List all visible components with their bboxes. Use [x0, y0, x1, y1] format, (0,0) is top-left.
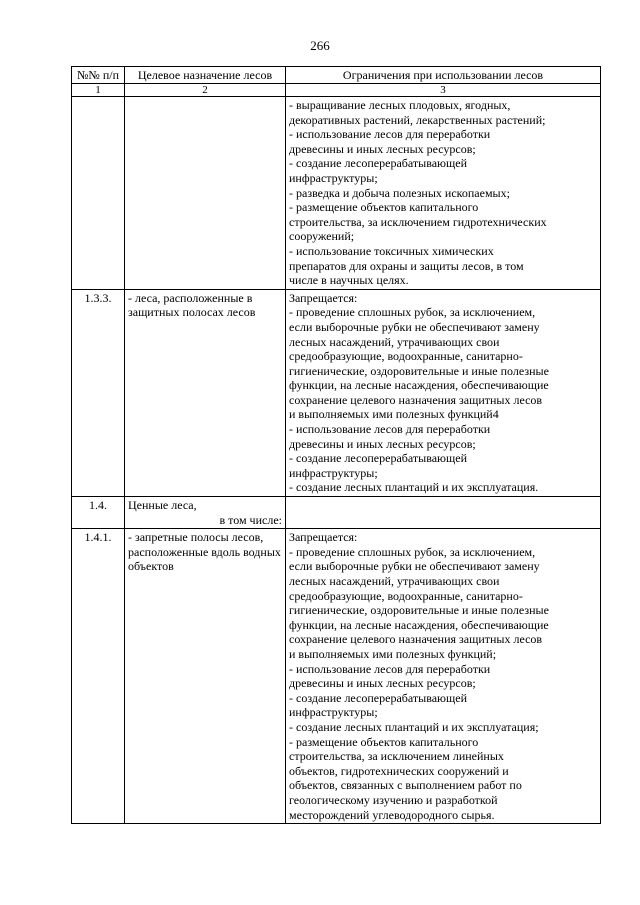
restriction-line: - создание лесоперерабатывающей — [289, 156, 468, 171]
restriction-line: декоративных растений, лекарственных растений; — [289, 112, 546, 127]
restriction-line: - размещение объектов капитального — [289, 200, 479, 215]
restriction-line: если выборочные рубки не обеспечивают замену — [289, 559, 540, 574]
row-purpose: - леса, расположенные в защитных полосах лесов — [125, 289, 286, 496]
restriction-line: Запрещается: — [289, 290, 358, 305]
restriction-line: и выполняемых ими полезных функций; — [289, 646, 497, 661]
row-restrictions — [286, 529, 601, 824]
row-restrictions — [286, 97, 601, 290]
table-row — [72, 497, 601, 529]
row-purpose: - запретные полосы лесов, расположенные вдоль водных объектов — [125, 529, 286, 824]
row-number: 1.4.1. — [72, 529, 125, 824]
restriction-line: месторождений углеводородного сырья. — [289, 807, 495, 822]
table-row — [72, 97, 601, 290]
column-number-1: 1 — [72, 84, 125, 97]
page-number: 266 — [310, 38, 330, 53]
row-number: 1.3.3. — [72, 289, 125, 496]
header-row — [72, 67, 601, 84]
restriction-line: древесины и иных лесных ресурсов; — [289, 436, 476, 451]
restriction-line: функции, на лесные насаждения, обеспечивающие — [289, 617, 549, 632]
restriction-line: древесины и иных лесных ресурсов; — [289, 141, 476, 156]
row-purpose — [125, 497, 286, 529]
restriction-line: сохранение целевого назначения защитных лесов — [289, 392, 543, 407]
column-number-3: 3 — [286, 84, 601, 97]
restriction-line: - выращивание лесных плодовых, ягодных, — [289, 98, 511, 112]
restriction-line: - создание лесных плантаций и их эксплуатация; — [289, 719, 539, 734]
restriction-line: - создание лесоперерабатывающей — [289, 451, 468, 466]
restriction-line: инфраструктуры; — [289, 170, 378, 185]
purpose-line: Ценные леса, — [128, 498, 197, 513]
purpose-line: в том числе: — [219, 512, 282, 527]
restriction-line: лесных насаждений, утрачивающих свои — [289, 574, 500, 588]
restriction-line: гигиенические, оздоровительные и иные полезные — [289, 603, 549, 618]
column-number-2: 2 — [125, 84, 286, 97]
restriction-line: гигиенические, оздоровительные и иные полезные — [289, 363, 549, 378]
restriction-line: числе в научных целях. — [289, 273, 409, 288]
restriction-line: древесины и иных лесных ресурсов; — [289, 676, 476, 691]
restriction-line: лесных насаждений, утрачивающих свои — [289, 334, 500, 349]
restriction-line: препаратов для охраны и защиты лесов, в том — [289, 258, 524, 273]
restriction-line: - размещение объектов капитального — [289, 734, 479, 749]
restriction-line: - использование лесов для переработки — [289, 127, 491, 142]
restriction-line: инфраструктуры; — [289, 705, 378, 720]
restriction-line: - создание лесоперерабатывающей — [289, 690, 468, 705]
restriction-line: и выполняемых ими полезных функций4 — [289, 407, 499, 422]
restriction-line: объектов, гидротехнических сооружений и — [289, 763, 509, 778]
column-numbers-row — [72, 84, 601, 97]
row-number: 1.4. — [72, 497, 125, 529]
restriction-line: инфраструктуры; — [289, 465, 378, 480]
restriction-line: - использование лесов для переработки — [289, 422, 491, 437]
table-row — [72, 289, 601, 496]
header-purpose: Целевое назначение лесов — [125, 67, 286, 84]
row-purpose — [125, 97, 286, 290]
row-restrictions — [286, 289, 601, 496]
header-restrictions: Ограничения при использовании лесов — [286, 67, 601, 84]
restriction-line: если выборочные рубки не обеспечивают замену — [289, 319, 540, 334]
restriction-line: геологическому изучению и разработкой — [289, 792, 498, 807]
restriction-line: функции, на лесные насаждения, обеспечивающие — [289, 378, 549, 393]
restriction-line: средообразующие, водоохранные, санитарно- — [289, 588, 523, 603]
restriction-line: - использование лесов для переработки — [289, 661, 491, 676]
restriction-line: объектов, связанных с выполнением работ по — [289, 778, 522, 793]
restriction-line: средообразующие, водоохранные, санитарно- — [289, 349, 523, 364]
restriction-line: сохранение целевого назначения защитных лесов — [289, 632, 543, 647]
restriction-line: строительства, за исключением гидротехнических — [289, 214, 547, 229]
restriction-line: сооружений; — [289, 229, 355, 244]
restriction-line: Запрещается: — [289, 530, 358, 545]
header-number: №№ п/п — [72, 67, 125, 84]
restriction-line: строительства, за исключением линейных — [289, 749, 504, 764]
row-restrictions — [286, 497, 601, 529]
restriction-line: - разведка и добыча полезных ископаемых; — [289, 185, 510, 200]
restriction-line: - проведение сплошных рубок, за исключением, — [289, 305, 536, 320]
table-row — [72, 529, 601, 824]
restriction-line: - проведение сплошных рубок, за исключением, — [289, 544, 536, 559]
row-number — [72, 97, 125, 290]
restriction-line: - создание лесных плантаций и их эксплуатация. — [289, 480, 539, 495]
restrictions-table — [71, 66, 601, 824]
restriction-line: - использование токсичных химических — [289, 243, 494, 258]
